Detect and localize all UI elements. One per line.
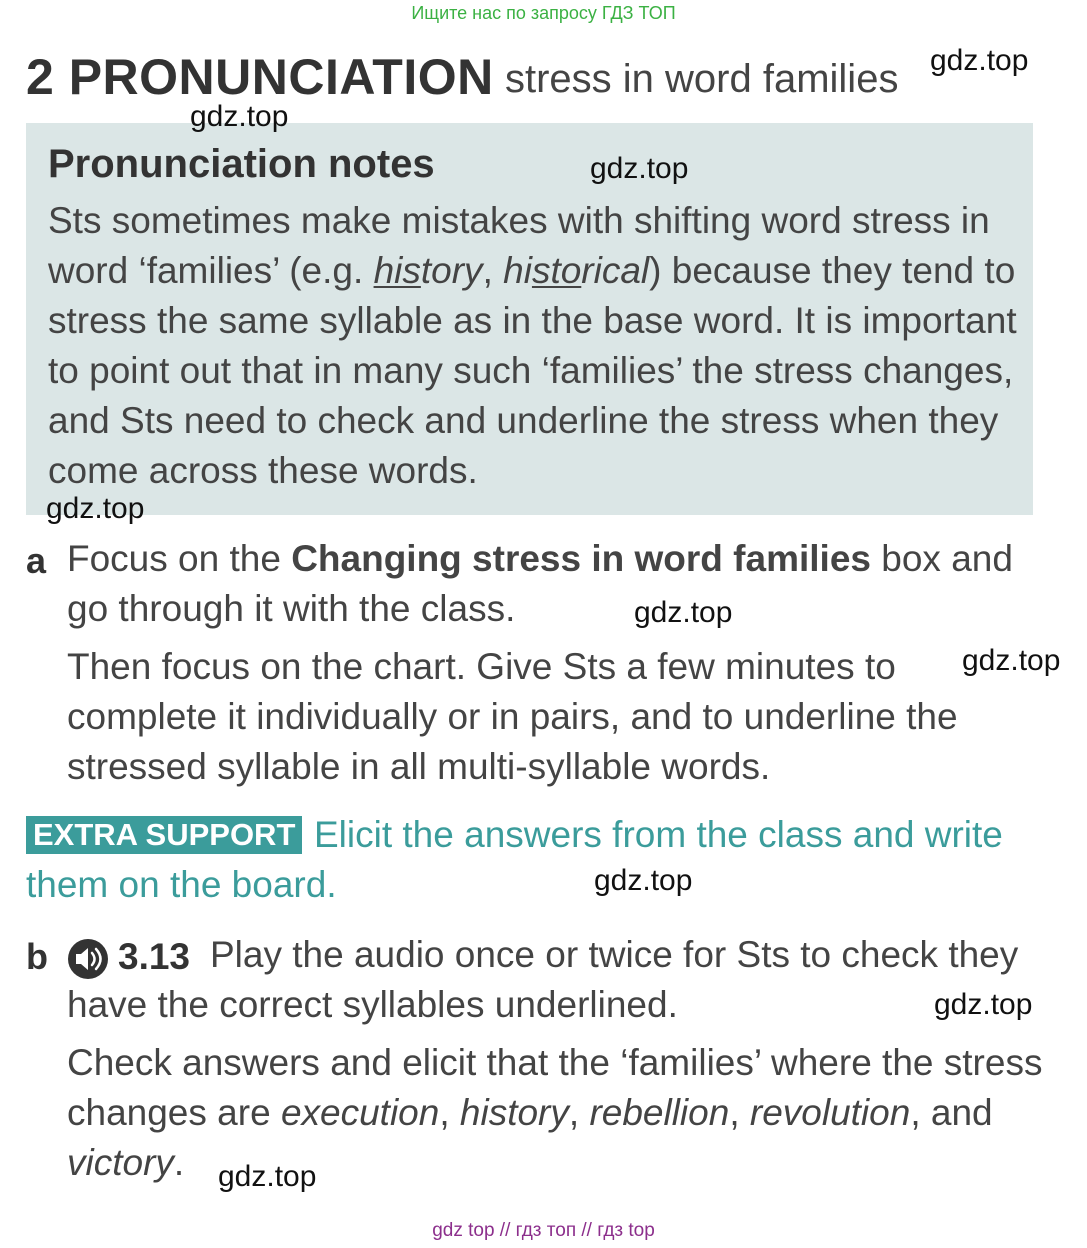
changing-stress-box-ref: Changing stress in word families (291, 538, 871, 579)
watermark: gdz.top (934, 988, 1033, 1021)
watermark: gdz.top (962, 644, 1061, 677)
item-a-line-2: go through it with the class. (67, 588, 516, 629)
section-subheading: stress in word families (505, 57, 899, 101)
item-a-line-5: stressed syllable in all multi-syllable words. (67, 746, 771, 787)
item-a-line-1 (67, 538, 1013, 580)
historical-rest: rical (581, 250, 650, 291)
item-b-letter: b (26, 936, 48, 977)
word-revolution: revolution (749, 1092, 911, 1133)
item-b-line-1: Play the audio once or twice for Sts to check they (210, 934, 1019, 975)
notes-line-6: come across these words. (48, 450, 478, 491)
item-b-line-3: Check answers and elicit that the ‘families’ where the stress (67, 1042, 1043, 1083)
item-a-letter: a (26, 540, 47, 581)
history-rest: tory (420, 250, 483, 291)
item-b-line-4 (67, 1092, 993, 1134)
item-a-line-4: complete it individually or in pairs, and to underline the (67, 696, 958, 737)
notes-line-2-b: ) because they tend to (649, 250, 1016, 291)
notes-line-3: stress the same syllable as in the base word. It is important (48, 300, 1017, 341)
watermark: gdz.top (46, 492, 145, 525)
watermark: gdz.top (594, 864, 693, 897)
item-b-line-5 (67, 1142, 184, 1184)
watermark: gdz.top (218, 1160, 317, 1193)
watermark: gdz.top (930, 44, 1029, 77)
watermark: gdz.top (190, 100, 289, 133)
extra-support-line-1: Elicit the answers from the class and write (314, 814, 1003, 855)
audio-track-number: 3.13 (118, 936, 191, 977)
sep-4: , and (910, 1092, 993, 1133)
example-history (374, 250, 483, 291)
historical-pre: hi (503, 250, 532, 291)
sep-2: , (568, 1092, 590, 1133)
notes-line-4: to point out that in many such ‘families’ the stress changes, (48, 350, 1014, 391)
bottom-banner-links[interactable]: gdz top // гдз топ // гдз top (432, 1220, 655, 1241)
watermark: gdz.top (590, 152, 689, 185)
audio-speaker-icon[interactable] (67, 938, 109, 980)
section-heading: 2 PRONUNCIATION (26, 49, 494, 105)
word-history: history (459, 1092, 569, 1133)
notes-line-2 (48, 250, 1015, 292)
word-victory: victory (67, 1142, 174, 1183)
history-stressed-syllable: his (373, 250, 421, 291)
historical-stressed-syllable: sto (531, 250, 582, 291)
word-rebellion: rebellion (589, 1092, 730, 1133)
item-b-line-5-end: . (173, 1142, 185, 1183)
sep-3: , (729, 1092, 750, 1133)
word-execution: execution (280, 1092, 440, 1133)
top-banner-link[interactable]: Ищите нас по запросу ГДЗ ТОП (411, 3, 676, 23)
notes-line-2-comma: , (482, 250, 504, 291)
item-b-line-2: have the correct syllables underlined. (67, 984, 678, 1025)
notes-title: Pronunciation notes (48, 142, 435, 186)
notes-line-1: Sts sometimes make mistakes with shifting word stress in (48, 200, 990, 241)
item-a-line-1-post: box and (870, 538, 1013, 579)
item-b-line-4-a: changes are (67, 1092, 281, 1133)
extra-support-line-2: them on the board. (26, 864, 337, 905)
notes-line-5: and Sts need to check and underline the stress when they (48, 400, 999, 441)
extra-support-label: EXTRA SUPPORT (26, 816, 302, 854)
item-a-line-3: Then focus on the chart. Give Sts a few minutes to (67, 646, 896, 687)
item-a-line-1-pre: Focus on the (67, 538, 292, 579)
sep-1: , (439, 1092, 460, 1133)
notes-line-2-a: word ‘families’ (e.g. (48, 250, 374, 291)
watermark: gdz.top (634, 596, 733, 629)
example-historical (503, 250, 649, 291)
